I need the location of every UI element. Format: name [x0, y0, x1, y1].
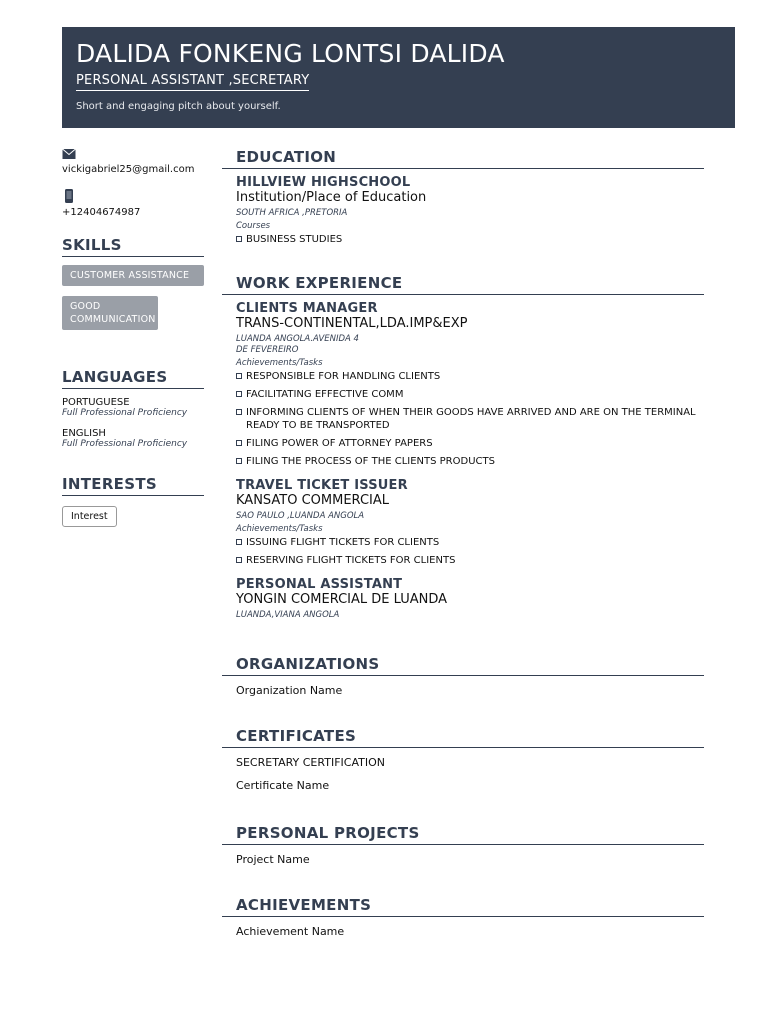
person-name: DALIDA FONKENG LONTSI DALIDA	[76, 39, 505, 68]
job-location: LUANDA,VIANA ANGOLA	[236, 610, 340, 620]
email-text[interactable]: vickigabriel25@gmail.com	[62, 164, 195, 175]
company-name: KANSATO COMMERCIAL	[236, 493, 389, 508]
job-title: PERSONAL ASSISTANT ,SECRETARY	[76, 73, 309, 91]
list-item: RESERVING FLIGHT TICKETS FOR CLIENTS	[236, 554, 704, 567]
envelope-icon	[62, 148, 76, 160]
job-title: TRAVEL TICKET ISSUER	[236, 478, 408, 493]
certificate-item: SECRETARY CERTIFICATION	[236, 756, 385, 769]
work-heading: WORK EXPERIENCE	[222, 274, 704, 295]
phone-icon	[62, 189, 76, 203]
school-name: HILLVIEW HIGHSCHOOL	[236, 175, 411, 190]
certificate-item: Certificate Name	[236, 779, 330, 792]
education-entry	[222, 175, 704, 246]
organizations-heading: ORGANIZATIONS	[222, 655, 704, 676]
square-bullet-icon	[236, 373, 242, 379]
skill-badge: GOOD COMMUNICATION	[62, 296, 158, 330]
course-list	[236, 233, 704, 246]
list-item: FACILITATING EFFECTIVE COMM	[236, 388, 704, 401]
education-place: Institution/Place of Education	[236, 190, 427, 205]
interests-heading: INTERESTS	[62, 475, 204, 496]
square-bullet-icon	[236, 440, 242, 446]
list-item: ISSUING FLIGHT TICKETS FOR CLIENTS	[236, 536, 704, 549]
square-bullet-icon	[236, 409, 242, 415]
company-name: YONGIN COMERCIAL DE LUANDA	[236, 592, 448, 607]
right-column	[222, 148, 704, 938]
certificates-heading: CERTIFICATES	[222, 727, 704, 748]
job-entry	[222, 577, 704, 621]
square-bullet-icon	[236, 557, 242, 563]
pitch-text: Short and engaging pitch about yourself.	[76, 101, 281, 112]
language-item	[62, 428, 204, 449]
language-item	[62, 397, 204, 418]
language-level: Full Professional Proficiency	[62, 439, 188, 449]
square-bullet-icon	[236, 391, 242, 397]
language-name: PORTUGUESE	[62, 397, 130, 408]
list-item: FILING THE PROCESS OF THE CLIENTS PRODUCTS	[236, 455, 704, 468]
language-name: ENGLISH	[62, 428, 106, 439]
projects-heading: PERSONAL PROJECTS	[222, 824, 704, 845]
languages-heading: LANGUAGES	[62, 368, 204, 389]
job-entry	[222, 301, 704, 468]
resume-header	[62, 27, 735, 128]
education-location: SOUTH AFRICA ,PRETORIA	[236, 208, 348, 218]
list-item: BUSINESS STUDIES	[236, 233, 704, 246]
job-title: PERSONAL ASSISTANT	[236, 577, 403, 592]
left-column	[62, 148, 204, 527]
achievement-item: Achievement Name	[236, 925, 345, 938]
skills-heading: SKILLS	[62, 236, 204, 257]
job-location: LUANDA ANGOLA.AVENIDA 4 DE FEVEREIRO	[236, 334, 359, 355]
interest-tag: Interest	[62, 506, 117, 527]
phone-text[interactable]: +12404674987	[62, 207, 141, 218]
list-item: RESPONSIBLE FOR HANDLING CLIENTS	[236, 370, 704, 383]
courses-label: Courses	[236, 221, 271, 231]
square-bullet-icon	[236, 539, 242, 545]
list-item: FILING POWER OF ATTORNEY PAPERS	[236, 437, 704, 450]
task-list	[236, 536, 704, 567]
language-level: Full Professional Proficiency	[62, 408, 188, 418]
list-item: INFORMING CLIENTS OF WHEN THEIR GOODS HAVE ARRIVED AND ARE ON THE TERMINAL READY TO BE TRANSPORTED	[236, 406, 704, 432]
achievements-heading: ACHIEVEMENTS	[222, 896, 704, 917]
square-bullet-icon	[236, 236, 242, 242]
project-item: Project Name	[236, 853, 310, 866]
company-name: TRANS-CONTINENTAL,LDA.IMP&EXP	[236, 316, 468, 331]
square-bullet-icon	[236, 458, 242, 464]
education-heading: EDUCATION	[222, 148, 704, 169]
job-entry	[222, 478, 704, 567]
job-location: SAO PAULO ,LUANDA ANGOLA	[236, 511, 365, 521]
email-contact	[62, 148, 204, 175]
skill-badge: CUSTOMER ASSISTANCE	[62, 265, 204, 286]
tasks-label: Achievements/Tasks	[236, 524, 323, 534]
phone-contact	[62, 189, 204, 218]
organization-item: Organization Name	[236, 684, 343, 697]
tasks-label: Achievements/Tasks	[236, 358, 323, 368]
job-title: CLIENTS MANAGER	[236, 301, 378, 316]
task-list	[236, 370, 704, 468]
